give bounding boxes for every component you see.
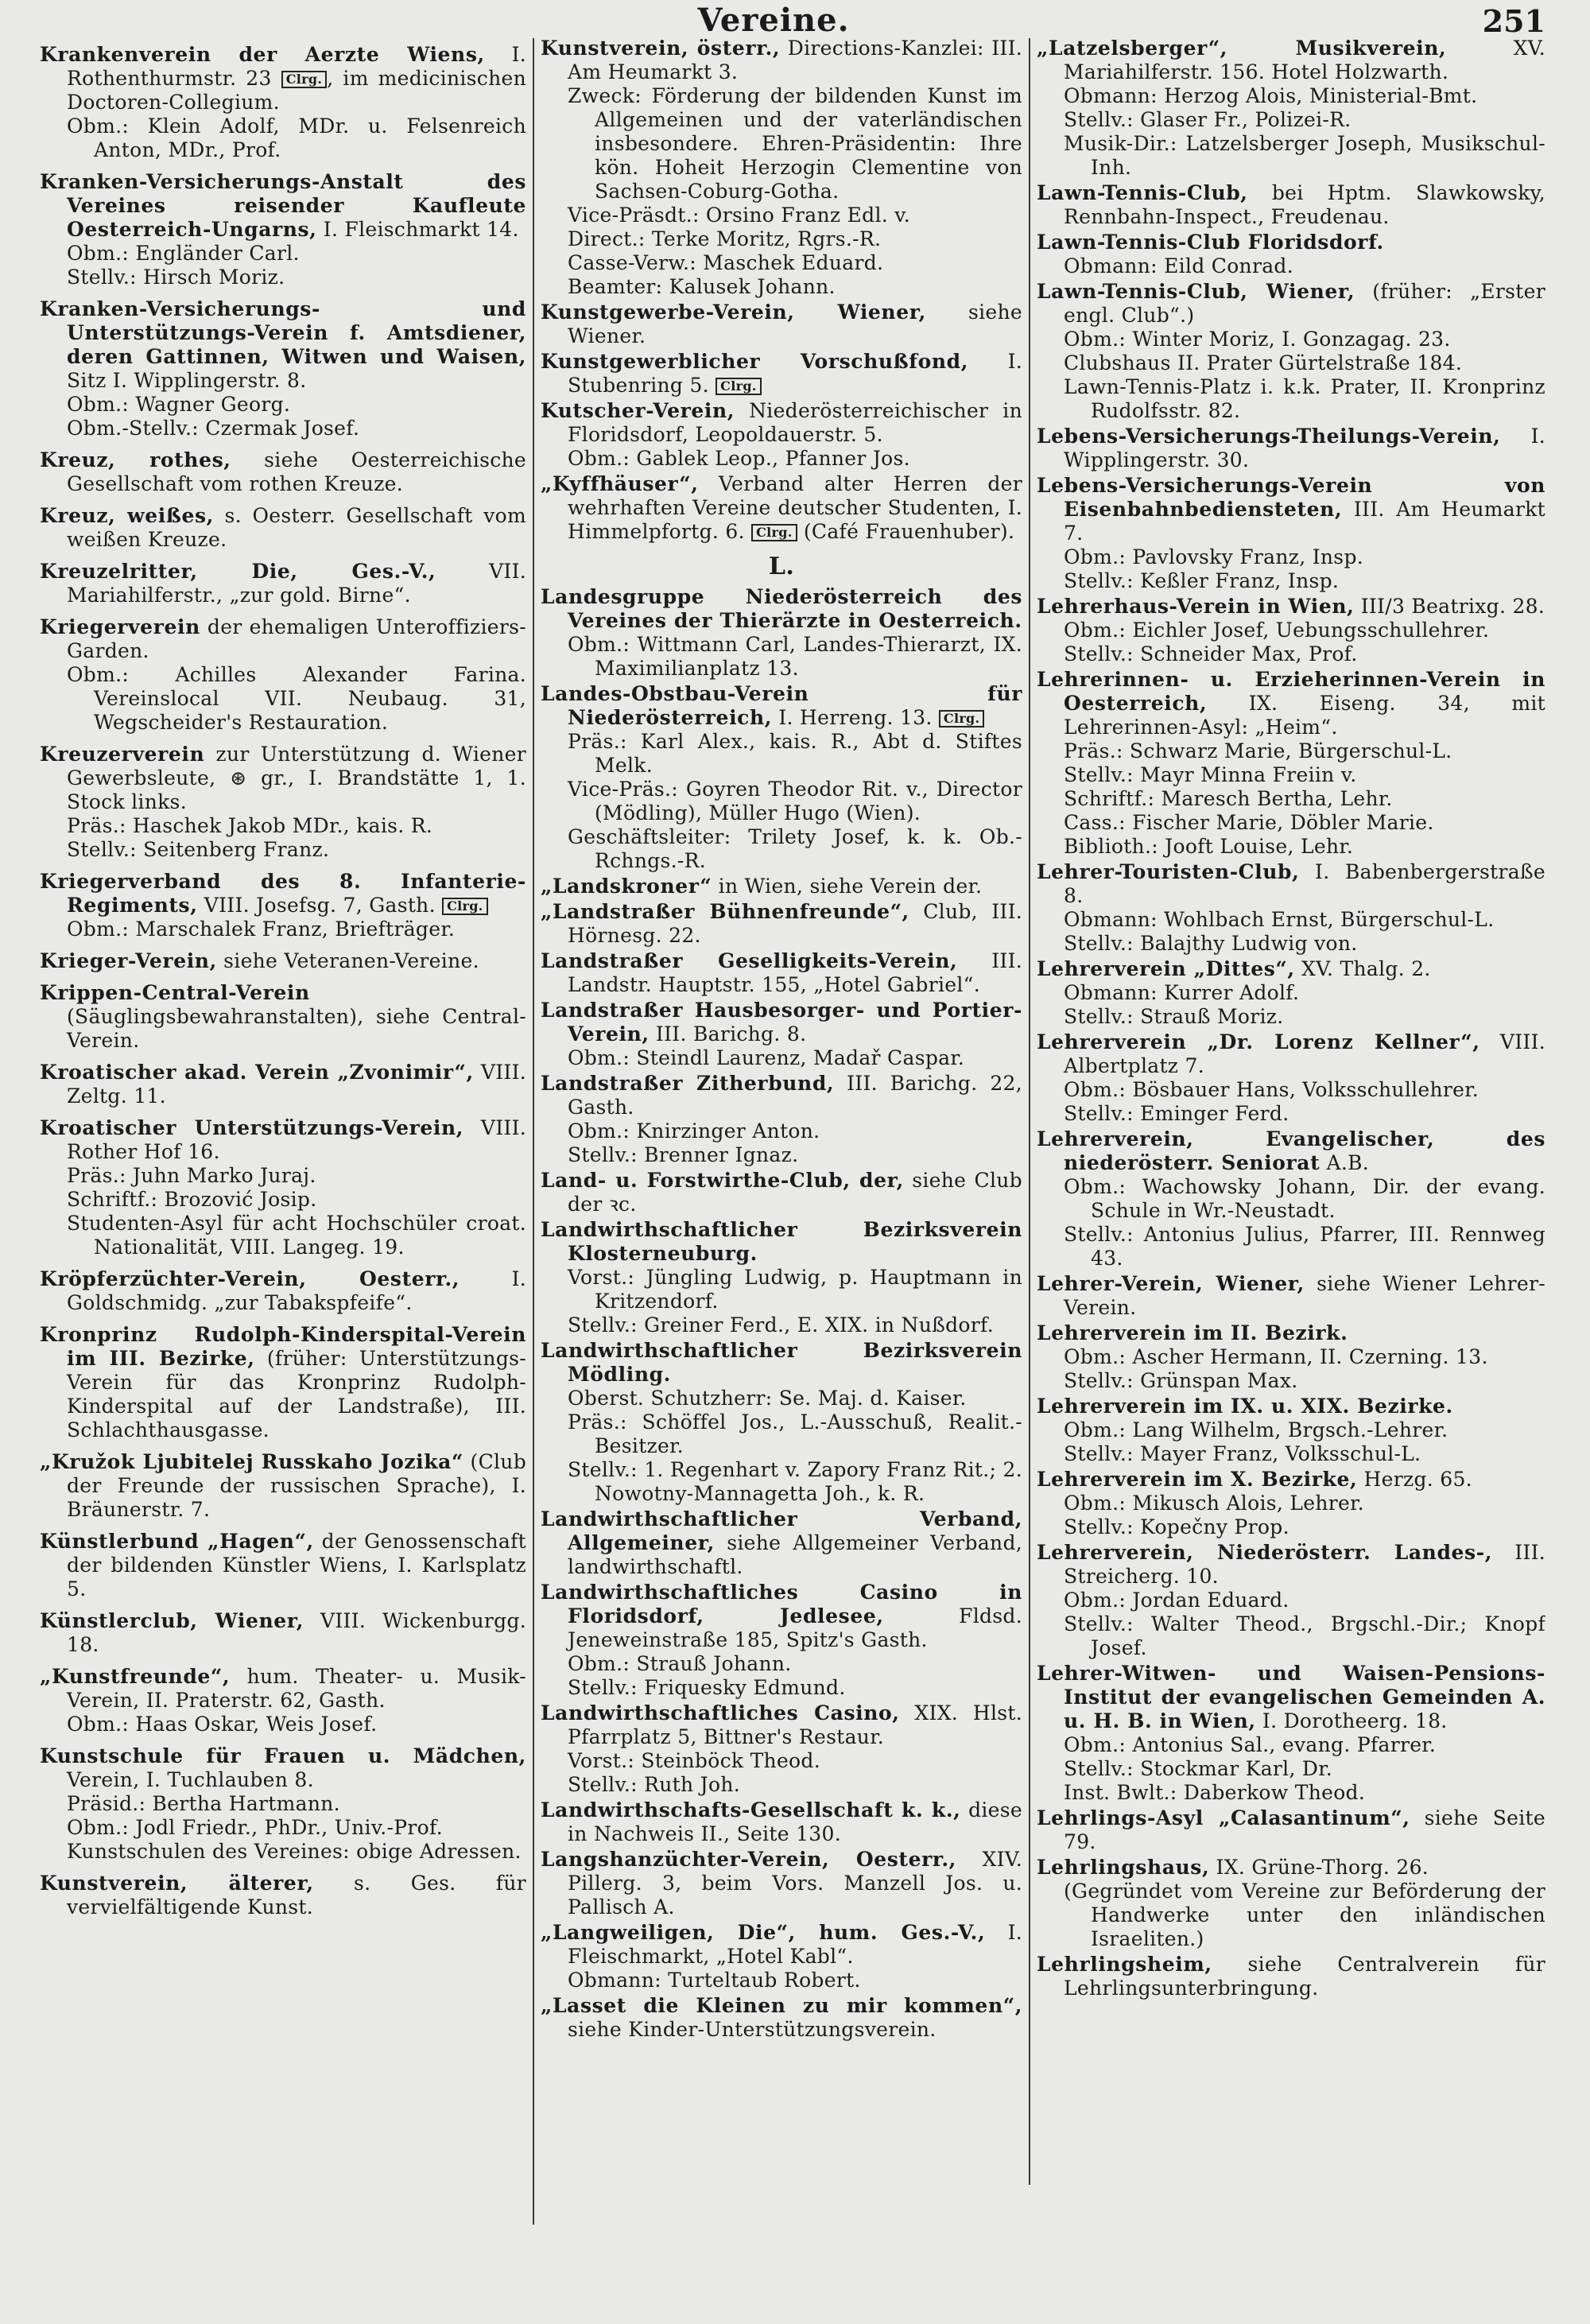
entry-detail-line: Obm.: Antonius Sal., evang. Pfarrer. <box>1064 1733 1437 1756</box>
entry-text: der ehemaligen Unteroffiziers-Garden. <box>67 615 526 662</box>
entry-name: „Langweiligen, Die“, hum. Ges.-V., <box>541 1921 986 1944</box>
directory-entry <box>541 900 1022 948</box>
directory-entry <box>541 999 1022 1046</box>
entry-text: Verband alter Herren der wehrhaften Vereine deutscher Studenten, I. Himmelpfortg. 6. <box>568 472 1022 543</box>
entry-text: (früher: Unterstützungs-Verein für das Kronprinz Rudolph-Kinderspital auf der Landstraße), III. Schlachthausgasse. <box>67 1347 526 1441</box>
directory-entry <box>541 1218 1022 1266</box>
clearing-badge: Clrg. <box>751 524 797 541</box>
entry-name: „Landstraßer Bühnenfreunde“, <box>541 900 909 923</box>
entry-name: Kunstgewerbe-Verein, Wiener, <box>541 301 926 324</box>
entry-detail-line: Stellv.: Walter Theod., Brgschl.-Dir.; Knopf Josef. <box>1064 1612 1545 1659</box>
entry-name: Lawn-Tennis-Club Floridsdorf. <box>1037 231 1384 254</box>
directory-entry <box>40 1872 526 1919</box>
entry-text: XV. Thalg. 2. <box>1301 957 1431 980</box>
entry-detail-line: Stellv.: Hirsch Moriz. <box>67 266 285 289</box>
entry-detail-line: Obm.: Strauß Johann. <box>568 1652 792 1675</box>
entry-name: Krippen-Central-Verein <box>40 981 310 1004</box>
entry-detail-line: Stellv.: Seitenberg Franz. <box>67 838 330 861</box>
column-divider <box>1029 38 1030 2185</box>
entry-detail-line: Stellv.: Ruth Joh. <box>568 1773 740 1796</box>
entry-detail-line: Casse-Verw.: Maschek Eduard. <box>568 251 884 274</box>
directory-entry <box>1037 181 1545 229</box>
directory-entry <box>1037 1127 1545 1175</box>
directory-entry <box>1037 1953 1545 2000</box>
entry-detail-line: (Gegründet vom Vereine zur Beförderung der Handwerke unter den inländischen Israeliten.) <box>1064 1880 1545 1950</box>
directory-entry <box>1037 1030 1545 1078</box>
entry-detail-line: Vorst.: Steinböck Theod. <box>568 1749 820 1772</box>
directory-entry <box>40 504 526 552</box>
entry-name: Kunstverein, österr., <box>541 37 781 60</box>
entry-text: I. Fleischmarkt 14. <box>323 218 519 241</box>
entry-detail-line: Obm.: Marschalek Franz, Briefträger. <box>67 918 456 941</box>
entry-detail-line: Vice-Präsdt.: Orsino Franz Edl. v. <box>568 204 910 227</box>
entry-text: I. Goldschmidg. „zur Tabakspfeife“. <box>67 1267 526 1314</box>
entry-detail-line: Musik-Dir.: Latzelsberger Joseph, Musikschul-Inh. <box>1064 132 1545 179</box>
directory-entry <box>1037 37 1545 84</box>
directory-entry <box>1037 231 1545 254</box>
entry-name: Kröpferzüchter-Verein, Oesterr., <box>40 1267 460 1290</box>
directory-entry <box>541 1581 1022 1652</box>
entry-text: I. Dorotheerg. 18. <box>1262 1709 1448 1732</box>
directory-entry <box>40 1061 526 1108</box>
directory-entry <box>541 350 1022 398</box>
entry-name: Kranken-Versicherungs-Anstalt des Vereines reisender Kaufleute Oesterreich-Ungarns, <box>40 170 526 241</box>
entry-name: Lebens-Versicherungs-Theilungs-Verein, <box>1037 425 1501 448</box>
directory-entry <box>541 1701 1022 1749</box>
directory-entry <box>541 949 1022 997</box>
entry-detail-line: Stellv.: Grünspan Max. <box>1064 1369 1298 1392</box>
directory-entry <box>40 1267 526 1315</box>
entry-name: Kunstverein, älterer, <box>40 1872 314 1895</box>
entry-name: Krieger-Verein, <box>40 949 217 972</box>
entry-text: III. Barichg. 22, Gasth. <box>568 1072 1022 1119</box>
entry-name: Landstraßer Zitherbund, <box>541 1072 835 1095</box>
entry-text: I. Rothenthurmstr. 23 <box>67 43 526 90</box>
directory-entry <box>1037 1321 1545 1345</box>
entry-name: Landstraßer Geselligkeits-Verein, <box>541 949 958 972</box>
entry-text: siehe Wiener. <box>568 301 1022 347</box>
entry-detail-line: Stellv.: Glaser Fr., Polizei-R. <box>1064 108 1352 131</box>
entry-name: Lehrerinnen- u. Erzieherinnen-Verein in Oesterreich, <box>1037 668 1545 715</box>
entry-detail-line: Obm.: Winter Moriz, I. Gonzagag. 23. <box>1064 328 1451 351</box>
clearing-badge: Clrg. <box>442 898 488 915</box>
entry-name: Lehrerverein im II. Bezirk. <box>1037 1321 1348 1344</box>
entry-detail-line: Obmann: Herzog Alois, Ministerial-Bmt. <box>1064 84 1478 107</box>
entry-detail-line: Stellv.: Friquesky Edmund. <box>568 1676 846 1699</box>
directory-entry <box>40 949 526 973</box>
entry-text: s. Ges. für vervielfältigende Kunst. <box>67 1872 526 1919</box>
entry-text: III. Landstr. Hauptstr. 155, „Hotel Gabriel“. <box>568 949 1022 996</box>
entry-detail-line: Präs.: Karl Alex., kais. R., Abt d. Stiftes Melk. <box>568 730 1022 777</box>
entry-name: Kroatischer Unterstützungs-Verein, <box>40 1116 464 1139</box>
entry-detail-line: Obm.: Engländer Carl. <box>67 242 300 265</box>
entry-name: Lehrerhaus-Verein in Wien, <box>1037 595 1355 618</box>
directory-entry <box>541 682 1022 730</box>
directory-entry <box>1037 1662 1545 1733</box>
directory-entry <box>40 1744 526 1792</box>
entry-detail-line: Obmann: Eild Conrad. <box>1064 254 1293 277</box>
directory-entry <box>541 1169 1022 1216</box>
directory-entry <box>541 472 1022 544</box>
entry-detail-line: Stellv.: Brenner Ignaz. <box>568 1143 799 1166</box>
directory-entry <box>1037 280 1545 328</box>
entry-detail-line: Stellv.: Greiner Ferd., E. XIX. in Nußdorf. <box>568 1313 994 1337</box>
entry-text: Herzg. 65. <box>1363 1468 1472 1491</box>
directory-entry <box>40 1323 526 1442</box>
entry-detail-line: Inst. Bwlt.: Daberkow Theod. <box>1064 1781 1366 1804</box>
section-heading: L. <box>768 553 795 580</box>
entry-detail-line: Obm.: Knirzinger Anton. <box>568 1119 820 1143</box>
entry-text: bei Hptm. Slawkowsky, Rennbahn-Inspect., Freudenau. <box>1064 181 1545 228</box>
entry-detail-line: Obmann: Kurrer Adolf. <box>1064 981 1300 1004</box>
entry-text: Sitz I. Wipplingerstr. 8. <box>67 369 307 392</box>
entry-name: Lehrer-Touristen-Club, <box>1037 860 1300 883</box>
directory-entry <box>40 448 526 496</box>
column-1 <box>40 35 526 2309</box>
directory-entry <box>40 981 526 1053</box>
entry-detail-line: Stellv.: Eminger Ferd. <box>1064 1102 1289 1125</box>
entry-detail-line: Stellv.: Keßler Franz, Insp. <box>1064 569 1340 592</box>
entry-detail-line: Biblioth.: Jooft Louise, Lehr. <box>1064 835 1354 858</box>
entry-detail-line: Präsid.: Bertha Hartmann. <box>67 1792 340 1815</box>
directory-entry <box>1037 1541 1545 1589</box>
column-3 <box>1037 35 1545 2309</box>
entry-text: siehe Seite 79. <box>1064 1806 1545 1853</box>
directory-entry <box>40 1450 526 1522</box>
entry-text: VII. Mariahilferstr., „zur gold. Birne“. <box>67 560 526 607</box>
entry-detail-line: Obm.: Achilles Alexander Farina. Vereinslocal VII. Neubaug. 31, Wegscheider's Restauration. <box>67 663 526 734</box>
directory-entry <box>40 560 526 607</box>
entry-text: siehe Club der ꝛc. <box>568 1169 1022 1216</box>
entry-text: I. Stubenring 5. <box>568 350 1022 397</box>
directory-entry <box>1037 425 1545 472</box>
directory-entry <box>1037 957 1545 981</box>
entry-detail-line: Vorst.: Jüngling Ludwig, p. Hauptmann in Kritzendorf. <box>568 1266 1022 1313</box>
entry-detail-line: Obmann: Wohlbach Ernst, Bürgerschul-L. <box>1064 908 1495 931</box>
entry-text: IX. Grüne-Thorg. 26. <box>1216 1856 1429 1879</box>
entry-text: VIII. Albertplatz 7. <box>1064 1030 1545 1077</box>
entry-detail-line: Stellv.: Kopečny Prop. <box>1064 1515 1289 1538</box>
entry-name: Landes-Obstbau-Verein für Niederösterreich, <box>541 682 1022 729</box>
entry-detail-line: Obm.: Lang Wilhelm, Brgsch.-Lehrer. <box>1064 1418 1448 1441</box>
entry-text: zur Unterstützung d. Wiener Gewerbsleute, ⊛ gr., I. Brandstätte 1, 1. Stock links. <box>67 743 526 813</box>
directory-entry <box>541 1339 1022 1387</box>
entry-text: diese in Nachweis II., Seite 130. <box>568 1798 1022 1845</box>
entry-detail-line: Obm.: Pavlovsky Franz, Insp. <box>1064 545 1363 568</box>
page-title: Vereine. <box>697 2 850 39</box>
entry-name: Lawn-Tennis-Club, <box>1037 181 1248 204</box>
entry-name: Künstlerbund „Hagen“, <box>40 1530 314 1553</box>
directory-entry <box>541 875 1022 898</box>
entry-detail-line: Obm.-Stellv.: Czermak Josef. <box>67 417 360 440</box>
entry-detail-line: Kunstschulen des Vereines: obige Adressen. <box>67 1840 522 1863</box>
entry-name: Landwirthschaftliches Casino, <box>541 1701 900 1725</box>
entry-name: Landwirthschafts-Gesellschaft k. k., <box>541 1798 961 1822</box>
entry-name: Lehrlingsheim, <box>1037 1953 1212 1976</box>
entry-text: IX. Eiseng. 34, mit Lehrerinnen-Asyl: „Heim“. <box>1064 692 1545 739</box>
entry-text: (Café Frauenhuber). <box>797 520 1015 543</box>
entry-name: Land- u. Forstwirthe-Club, der, <box>541 1169 904 1192</box>
directory-entry <box>541 1507 1022 1579</box>
entry-name: Lehrer-Witwen- und Waisen-Pensions-Institut der evangelischen Gemeinden A. u. H. B. in Wien, <box>1037 1662 1545 1732</box>
entry-detail-line: Studenten-Asyl für acht Hochschüler croat. Nationalität, VIII. Langeg. 19. <box>67 1212 526 1259</box>
entry-name: „Lasset die Kleinen zu mir kommen“, <box>541 1994 1022 2017</box>
entry-name: Lehrerverein „Dr. Lorenz Kellner“, <box>1037 1030 1480 1053</box>
entry-detail-line: Obm.: Wittmann Carl, Landes-Thierarzt, IX. Maximilianplatz 13. <box>568 633 1022 680</box>
entry-text: I. Fleischmarkt, „Hotel Kabl“. <box>568 1921 1022 1968</box>
entry-name: Landwirthschaftliches Casino in Floridsdorf, Jedlesee, <box>541 1581 1022 1628</box>
entry-text: Niederösterreichischer in Floridsdorf, Leopoldauerstr. 5. <box>568 399 1022 446</box>
entry-text: VIII. Rother Hof 16. <box>67 1116 526 1163</box>
entry-text: XIV. Pillerg. 3, beim Vors. Manzell Jos. u. Pallisch A. <box>568 1848 1022 1919</box>
entry-detail-line: Obm.: Jordan Eduard. <box>1064 1589 1289 1612</box>
entry-text: hum. Theater- u. Musik-Verein, II. Praterstr. 62, Gasth. <box>67 1665 526 1712</box>
entry-detail-line: Stellv.: Antonius Julius, Pfarrer, III. Rennweg 43. <box>1064 1223 1545 1270</box>
entry-name: Landesgruppe Niederösterreich des Vereines der Thierärzte in Oesterreich. <box>541 585 1022 632</box>
entry-name: Landwirthschaftlicher Bezirksverein Klosterneuburg. <box>541 1218 1022 1265</box>
entry-detail-line: Präs.: Haschek Jakob MDr., kais. R. <box>67 814 433 837</box>
entry-text: III. Am Heumarkt 7. <box>1064 498 1545 545</box>
directory-entry <box>541 399 1022 447</box>
entry-detail-line: Obm.: Haas Oskar, Weis Josef. <box>67 1713 378 1736</box>
entry-name: Landwirthschaftlicher Bezirksverein Mödling. <box>541 1339 1022 1386</box>
entry-text: VIII. Zeltg. 11. <box>67 1061 526 1108</box>
entry-detail-line: Schriftf.: Brozović Josip. <box>67 1188 317 1211</box>
directory-entry <box>1037 668 1545 739</box>
entry-detail-line: Oberst. Schutzherr: Se. Maj. d. Kaiser. <box>568 1387 967 1410</box>
entry-detail-line: Präs.: Schwarz Marie, Bürgerschul-L. <box>1064 739 1452 762</box>
directory-entry <box>1037 1806 1545 1854</box>
directory-entry <box>40 870 526 918</box>
directory-entry <box>40 615 526 663</box>
entry-name: Lehrerverein „Dittes“, <box>1037 957 1295 980</box>
entry-text: III. Streicherg. 10. <box>1064 1541 1545 1588</box>
entry-text: III. Barichg. 8. <box>655 1022 807 1046</box>
entry-detail-line: Obm.: Mikusch Alois, Lehrer. <box>1064 1492 1364 1515</box>
entry-name: Lehrerverein im X. Bezirke, <box>1037 1468 1358 1491</box>
entry-name: Landwirthschaftlicher Verband, Allgemeiner, <box>541 1507 1022 1554</box>
entry-detail-line: Geschäftsleiter: Trilety Josef, k. k. Ob.-Rchngs.-R. <box>568 825 1022 872</box>
entry-name: „Kružok Ljubitelej Russkaho Jozika“ <box>40 1450 463 1473</box>
entry-detail-line: Lawn-Tennis-Platz i. k.k. Prater, II. Kronprinz Rudolfsstr. 82. <box>1064 375 1545 422</box>
entry-text: (Säuglingsbewahranstalten), siehe Central-Verein. <box>67 1005 526 1052</box>
entry-text: in Wien, siehe Verein der. <box>718 875 983 898</box>
directory-entry <box>40 1665 526 1713</box>
entry-detail-line: Stellv.: Schneider Max, Prof. <box>1064 642 1358 665</box>
entry-detail-line: Vice-Präs.: Goyren Theodor Rit. v., Director (Mödling), Müller Hugo (Wien). <box>568 778 1022 824</box>
entry-name: Krankenverein der Aerzte Wiens, <box>40 43 485 66</box>
entry-detail-line: Direct.: Terke Moritz, Rgrs.-R. <box>568 227 882 250</box>
entry-detail-line: Stellv.: Stockmar Karl, Dr. <box>1064 1757 1333 1780</box>
directory-entry <box>40 170 526 242</box>
entry-detail-line: Präs.: Juhn Marko Juraj. <box>67 1164 316 1187</box>
entry-text: XIX. Hlst. Pfarrplatz 5, Bittner's Restaur. <box>568 1701 1022 1748</box>
entry-name: „Landskroner“ <box>541 875 712 898</box>
entry-name: Kreuzerverein <box>40 743 205 766</box>
entry-name: Kronprinz Rudolph-Kinderspital-Verein im III. Bezirke, <box>40 1323 526 1370</box>
directory-entry <box>541 1798 1022 1846</box>
directory-entry <box>40 1530 526 1601</box>
entry-text: Verein, I. Tuchlauben 8. <box>67 1768 314 1791</box>
entry-detail-line: Obm.: Wachowsky Johann, Dir. der evang. Schule in Wr.-Neustadt. <box>1064 1175 1545 1222</box>
directory-entry <box>541 1848 1022 1919</box>
entry-text: siehe Allgemeiner Verband, landwirthschaftl. <box>568 1531 1022 1578</box>
entry-text: VIII. Wickenburgg. 18. <box>67 1609 526 1656</box>
page-number: 251 <box>1482 3 1545 39</box>
entry-text: siehe Centralverein für Lehrlingsunterbringung. <box>1064 1953 1545 2000</box>
entry-detail-line: Obm.: Jodl Friedr., PhDr., Univ.-Prof. <box>67 1816 443 1839</box>
entry-name: Kutscher-Verein, <box>541 399 735 422</box>
directory-entry <box>541 585 1022 633</box>
entry-detail-line: Obm.: Eichler Josef, Uebungsschullehrer. <box>1064 619 1490 642</box>
directory-entry <box>40 43 526 114</box>
directory-entry <box>1037 474 1545 545</box>
directory-entry <box>541 301 1022 348</box>
directory-entry <box>541 1072 1022 1119</box>
entry-detail-line: Obm.: Ascher Hermann, II. Czerning. 13. <box>1064 1345 1488 1368</box>
entry-text: I. Wipplingerstr. 30. <box>1064 425 1545 471</box>
entry-text: siehe Veteranen-Vereine. <box>223 949 479 972</box>
entry-text: A.B. <box>1326 1151 1370 1174</box>
directory-entry <box>40 743 526 814</box>
entry-detail-line: Obm.: Klein Adolf, MDr. u. Felsenreich Anton, MDr., Prof. <box>67 114 526 161</box>
entry-name: Kreuz, rothes, <box>40 448 231 471</box>
entry-text: (früher: „Erster engl. Club“.) <box>1064 280 1545 327</box>
entry-text: Club, III. Hörnesg. 22. <box>568 900 1022 947</box>
entry-text: s. Oesterr. Gesellschaft vom weißen Kreuze. <box>67 504 526 551</box>
entry-name: Lehrlings-Asyl „Calasantinum“, <box>1037 1806 1410 1829</box>
directory-entry <box>1037 860 1545 908</box>
entry-detail-line: Stellv.: Balajthy Ludwig von. <box>1064 932 1358 955</box>
entry-text: Fldsd. Jeneweinstraße 185, Spitz's Gasth. <box>568 1604 1022 1651</box>
directory-entry <box>1037 1272 1545 1320</box>
entry-text: , im medicinischen Doctoren-Collegium. <box>67 67 526 114</box>
entry-text: VIII. Josefsg. 7, Gasth. <box>204 894 443 917</box>
entry-text: siehe Kinder-Unterstützungsverein. <box>568 2018 937 2041</box>
column-divider <box>533 38 534 2225</box>
clearing-badge: Clrg. <box>939 710 985 727</box>
directory-entry <box>1037 1856 1545 1880</box>
entry-detail-line: Clubshaus II. Prater Gürtelstraße 184. <box>1064 351 1463 374</box>
entry-name: Künstlerclub, Wiener, <box>40 1609 304 1632</box>
entry-name: Kunstgewerblicher Vorschußfond, <box>541 350 969 373</box>
entry-name: Lehrerverein, Niederösterr. Landes-, <box>1037 1541 1492 1564</box>
entry-name: Lehrerverein, Evangelischer, des niederösterr. Seniorat <box>1037 1127 1545 1174</box>
entry-name: Kreuz, weißes, <box>40 504 214 527</box>
entry-name: Kunstschule für Frauen u. Mädchen, <box>40 1744 526 1767</box>
entry-detail-line: Stellv.: Mayr Minna Freiin v. <box>1064 763 1357 786</box>
entry-text: I. Babenbergerstraße 8. <box>1064 860 1545 907</box>
entry-detail-line: Beamter: Kalusek Johann. <box>568 275 836 298</box>
entry-name: Kreuzelritter, Die, Ges.-V., <box>40 560 436 583</box>
entry-name: Lehrlingshaus, <box>1037 1856 1210 1879</box>
directory-entry <box>541 1921 1022 1969</box>
entry-name: Kriegerverein <box>40 615 200 638</box>
directory-entry <box>40 297 526 393</box>
entry-text: XV. Mariahilferstr. 156. Hotel Holzwarth. <box>1064 37 1545 83</box>
entry-name: „Kunstfreunde“, <box>40 1665 231 1688</box>
entry-name: „Latzelsberger“, Musikverein, <box>1037 37 1447 60</box>
entry-detail-line: Schriftf.: Maresch Bertha, Lehr. <box>1064 787 1393 810</box>
entry-detail-line: Cass.: Fischer Marie, Döbler Marie. <box>1064 811 1434 834</box>
entry-name: Kranken-Versicherungs- und Unterstützungs-Verein f. Amtsdiener, deren Gattinnen, Witwen und Waisen, <box>40 297 526 368</box>
entry-detail-line: Obm.: Gablek Leop., Pfanner Jos. <box>568 447 910 470</box>
clearing-badge: Clrg. <box>281 71 328 88</box>
entry-name: Lehrer-Verein, Wiener, <box>1037 1272 1305 1295</box>
entry-text: (Club der Freunde der russischen Sprache), I. Bräunerstr. 7. <box>67 1450 526 1521</box>
column-2 <box>541 35 1022 2309</box>
directory-entry <box>541 37 1022 84</box>
entry-text: siehe Oesterreichische Gesellschaft vom rothen Kreuze. <box>67 448 526 495</box>
directory-entry <box>40 1609 526 1657</box>
entry-name: Kroatischer akad. Verein „Zvonimir“, <box>40 1061 474 1084</box>
entry-name: Langshanzüchter-Verein, Oesterr., <box>541 1848 956 1871</box>
directory-entry <box>1037 1395 1545 1418</box>
entry-detail-line: Obm.: Bösbauer Hans, Volksschullehrer. <box>1064 1078 1479 1101</box>
entry-detail-line: Obm.: Steindl Laurenz, Madař Caspar. <box>568 1046 965 1069</box>
entry-detail-line: Obmann: Turteltaub Robert. <box>568 1969 861 1992</box>
entry-text: der Genossenschaft der bildenden Künstler Wiens, I. Karlsplatz 5. <box>67 1530 526 1600</box>
entry-detail-line: Stellv.: Mayer Franz, Volksschul-L. <box>1064 1442 1421 1465</box>
entry-name: „Kyffhäuser“, <box>541 472 699 495</box>
entry-detail-line: Stellv.: 1. Regenhart v. Zapory Franz Rit.; 2. Nowotny-Mannagetta Joh., k. R. <box>568 1458 1022 1505</box>
entry-detail-line: Stellv.: Strauß Moriz. <box>1064 1005 1284 1028</box>
directory-entry <box>1037 595 1545 619</box>
entry-text: I. Herreng. 13. <box>778 706 939 729</box>
entry-name: Lawn-Tennis-Club, Wiener, <box>1037 280 1355 303</box>
directory-entry <box>1037 1468 1545 1492</box>
entry-text: Directions-Kanzlei: III. Am Heumarkt 3. <box>568 37 1022 83</box>
clearing-badge: Clrg. <box>716 378 762 395</box>
entry-name: Kriegerverband des 8. Infanterie-Regiments, <box>40 870 526 917</box>
entry-name: Lebens-Versicherungs-Verein von Eisenbahnbediensteten, <box>1037 474 1545 521</box>
entry-text: siehe Wiener Lehrer-Verein. <box>1064 1272 1545 1319</box>
directory-entry <box>541 1994 1022 2042</box>
entry-name: Lehrerverein im IX. u. XIX. Bezirke. <box>1037 1395 1453 1418</box>
entry-detail-line: Zweck: Förderung der bildenden Kunst im Allgemeinen und der vaterländischen insbesondere. Ehren-Präsidentin: Ihre kön. Hoheit Herzogin Clementine von Sachsen-Coburg-Gotha. <box>568 84 1022 203</box>
entry-text: III/3 Beatrixg. 28. <box>1360 595 1545 618</box>
entry-detail-line: Präs.: Schöffel Jos., L.-Ausschuß, Realit.-Besitzer. <box>568 1410 1022 1457</box>
directory-entry <box>40 1116 526 1164</box>
entry-detail-line: Obm.: Wagner Georg. <box>67 393 291 416</box>
entry-name: Landstraßer Hausbesorger- und Portier-Verein, <box>541 999 1022 1046</box>
